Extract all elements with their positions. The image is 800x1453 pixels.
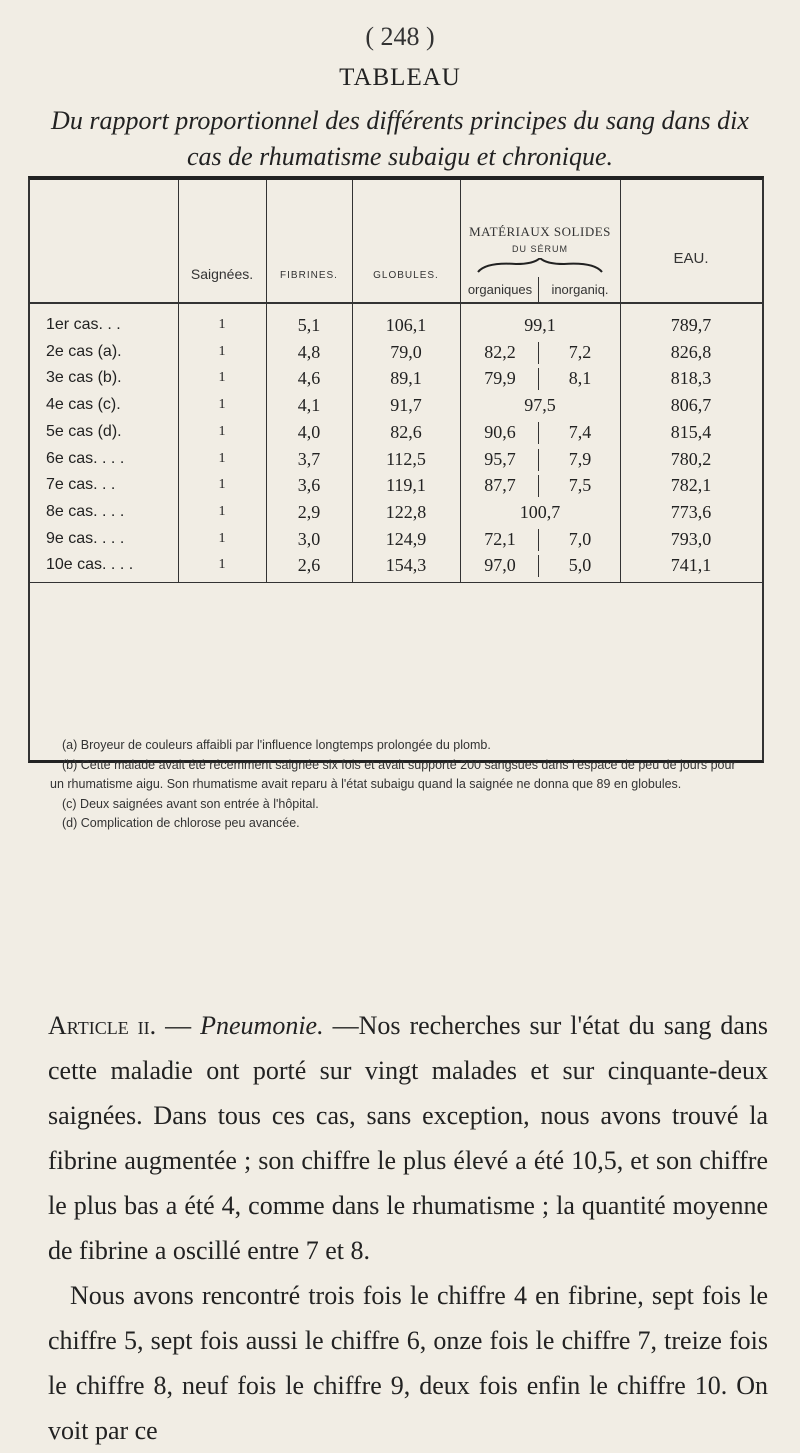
cell-organiques: 82,2 (484, 341, 516, 362)
cell-inorganiques: 8,1 (568, 368, 592, 389)
column-divider (178, 180, 179, 582)
subcolumn-divider (538, 277, 539, 302)
cell-saignees: 1 (218, 343, 226, 359)
subcolumn-divider (538, 529, 539, 551)
page-subtitle: Du rapport proportionnel des différents principes du sang dans dix cas de rhumatisme subaigu et chronique. (51, 106, 749, 171)
cell-eau: 741,1 (670, 555, 712, 576)
cell-fibrines: 3,0 (297, 528, 321, 549)
cell-organiques: 87,7 (484, 475, 516, 496)
paragraph-2: Nous avons rencontré trois fois le chiffre 4 en fibrine, sept fois le chiffre 5, sept fois aussi le chiffre 6, onze fois le chiffre 7, treize fois le chiffre 8, neuf fois le chiffre 9, deux fois enfin le chiffre 10. On voit par ce (48, 1281, 768, 1445)
brace-icon (476, 258, 606, 274)
cell-eau: 789,7 (670, 315, 712, 335)
header-materiaux: MATÉRIAUX SOLIDES (469, 224, 611, 239)
row-label: 8e cas. . . . (46, 502, 125, 520)
row-label: 5e cas (d). (46, 422, 122, 440)
cell-globules: 89,1 (390, 368, 422, 389)
cell-inorganiques: 7,5 (568, 475, 592, 496)
header-inorganiques: inorganiq. (551, 282, 609, 297)
page-number: ( 248 ) (365, 22, 435, 51)
article-label: Article ii. (48, 1011, 157, 1040)
notes-rule (30, 582, 762, 583)
cell-saignees: 1 (218, 503, 226, 519)
data-table (28, 176, 764, 763)
subcolumn-divider (538, 368, 539, 390)
header-rule (30, 302, 762, 304)
paragraph-1-text: —Nos recherches sur l'état du sang dans cette maladie ont porté sur vingt malades et sur cinquante-deux saignées. Dans tous ces cas, sans exception, nous avons trouvé la fibrine augmentée ; son chiffre le plus élevé a été 10,5, et son chiffre le plus bas a été 4, comme dans le rhumatisme ; la quantité moyenne de fibrine a oscillé entre 7 et 8. (48, 1011, 768, 1265)
note-c: (c) Deux saignées avant son entrée à l'hôpital. (62, 796, 319, 811)
cell-saignees: 1 (218, 530, 226, 546)
column-divider (620, 180, 621, 582)
cell-inorganiques: 7,0 (568, 528, 592, 549)
body-text (48, 1003, 768, 1453)
cell-fibrines: 2,9 (297, 501, 321, 522)
cell-fibrines: 3,6 (297, 475, 321, 496)
header-globules: GLOBULES. (373, 270, 439, 281)
cell-materiaux-total: 97,5 (524, 395, 556, 416)
table-notes (50, 736, 750, 834)
row-label: 1er cas. . . (46, 316, 121, 333)
row-label: 9e cas. . . . (46, 529, 125, 547)
cell-eau: 773,6 (670, 501, 712, 522)
note-b: (b) Cette malade avait été récemment saignée six fois et avait supporté 200 sangsues dans l'espace de peu de jours pour un rhumatisme aigu. Son rhumatisme avait reparu à l'état subaigu quand la saignée ne donna que 89 en globules. (50, 757, 736, 791)
cell-fibrines: 2,6 (297, 555, 321, 576)
cell-globules: 119,1 (386, 475, 426, 496)
cell-eau: 826,8 (670, 341, 712, 362)
cell-inorganiques: 7,9 (568, 448, 592, 469)
row-label: 6e cas. . . . (46, 449, 125, 467)
cell-fibrines: 5,1 (297, 315, 321, 335)
cell-organiques: 72,1 (484, 528, 516, 549)
cell-saignees: 1 (218, 370, 226, 386)
cell-organiques: 97,0 (484, 555, 516, 576)
subcolumn-divider (538, 555, 539, 577)
subcolumn-divider (538, 422, 539, 444)
cell-eau: 815,4 (670, 421, 712, 442)
cell-saignees: 1 (218, 450, 226, 466)
header-organiques: organiques (467, 282, 533, 297)
cell-organiques: 90,6 (484, 421, 516, 442)
cell-saignees: 1 (218, 317, 226, 332)
column-divider (460, 180, 461, 582)
cell-eau: 780,2 (670, 448, 712, 469)
cell-globules: 112,5 (386, 448, 426, 469)
cell-saignees: 1 (218, 557, 226, 573)
cell-globules: 106,1 (385, 315, 427, 335)
cell-eau: 782,1 (670, 475, 712, 496)
row-label: 2e cas (a). (46, 342, 122, 360)
subcolumn-divider (538, 342, 539, 364)
cell-eau: 793,0 (670, 528, 712, 549)
cell-organiques: 79,9 (484, 368, 516, 389)
cell-inorganiques: 7,4 (568, 421, 592, 442)
header-du-serum: DU SÉRUM (511, 244, 568, 254)
cell-fibrines: 4,6 (297, 368, 321, 389)
cell-globules: 91,7 (390, 395, 422, 416)
cell-globules: 154,3 (385, 555, 427, 576)
header-eau: EAU. (673, 250, 709, 267)
article-dash: — (156, 1011, 201, 1040)
cell-saignees: 1 (218, 423, 226, 439)
header-fibrines: FIBRINES. (280, 270, 338, 281)
page-title: TABLEAU (339, 64, 461, 91)
subcolumn-divider (538, 475, 539, 497)
note-a: (a) Broyeur de couleurs affaibli par l'influence longtemps prolongée du plomb. (62, 738, 491, 752)
column-divider (352, 180, 353, 582)
cell-organiques: 95,7 (484, 448, 516, 469)
cell-globules: 79,0 (390, 341, 422, 362)
row-label: 10e cas. . . . (46, 556, 134, 574)
column-divider (266, 180, 267, 582)
cell-fibrines: 4,1 (297, 395, 321, 416)
cell-eau: 818,3 (670, 368, 712, 389)
article-title: Pneumonie. (200, 1011, 324, 1040)
cell-globules: 82,6 (390, 421, 422, 442)
row-label: 7e cas. . . (46, 476, 116, 494)
cell-saignees: 1 (218, 477, 226, 493)
cell-inorganiques: 5,0 (568, 555, 592, 576)
cell-globules: 122,8 (385, 501, 427, 522)
paragraph-1 (48, 1003, 768, 1273)
cell-saignees: 1 (218, 397, 226, 413)
note-d: (d) Complication de chlorose peu avancée. (62, 816, 300, 830)
row-label: 4e cas (c). (46, 396, 121, 414)
header-saignees: Saignées. (190, 266, 254, 282)
cell-fibrines: 3,7 (297, 448, 321, 469)
row-label: 3e cas (b). (46, 369, 122, 387)
cell-materiaux-total: 100,7 (519, 501, 561, 522)
cell-inorganiques: 7,2 (568, 341, 592, 362)
cell-eau: 806,7 (670, 395, 712, 416)
cell-materiaux-total: 99,1 (524, 315, 556, 335)
cell-globules: 124,9 (385, 528, 427, 549)
subcolumn-divider (538, 449, 539, 471)
cell-fibrines: 4,0 (297, 421, 321, 442)
cell-fibrines: 4,8 (297, 341, 321, 362)
